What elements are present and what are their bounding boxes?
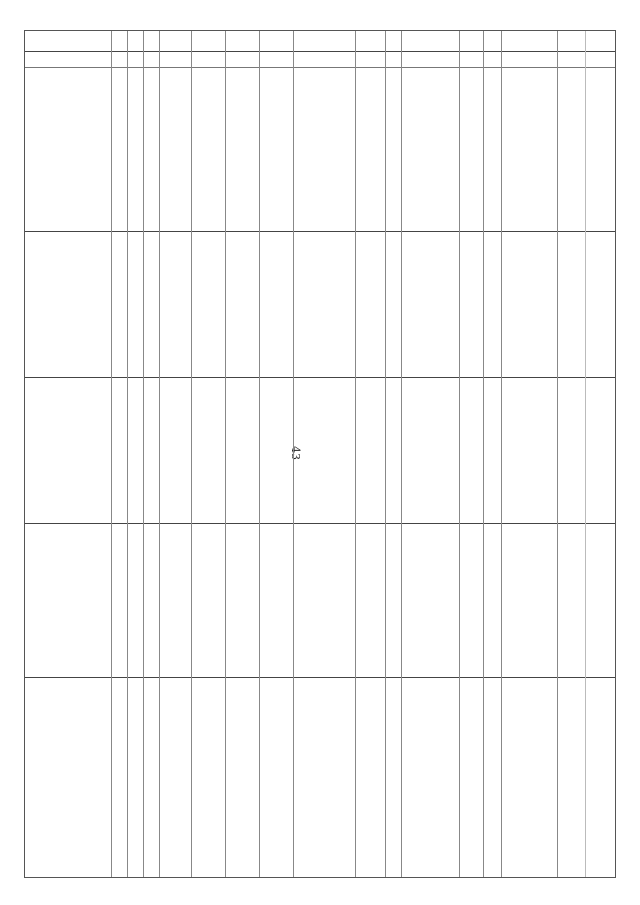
- column-divider: [557, 31, 558, 877]
- column-divider: [355, 31, 356, 877]
- column-divider: [111, 31, 112, 877]
- column-divider: [191, 31, 192, 877]
- header-divider: [25, 51, 615, 52]
- column-divider: [385, 31, 386, 877]
- column-divider: [259, 31, 260, 877]
- column-divider: [459, 31, 460, 877]
- block-divider: [25, 377, 615, 378]
- column-divider: [159, 31, 160, 877]
- block-divider: [25, 231, 615, 232]
- column-divider: [143, 31, 144, 877]
- column-divider: [585, 31, 586, 877]
- column-divider: [483, 31, 484, 877]
- table-sheet: [24, 30, 616, 878]
- column-divider: [127, 31, 128, 877]
- column-divider: [293, 31, 294, 877]
- column-number-divider: [25, 67, 615, 68]
- column-divider: [225, 31, 226, 877]
- column-divider: [501, 31, 502, 877]
- data-table: [24, 30, 616, 878]
- block-divider: [25, 677, 615, 678]
- column-divider: [401, 31, 402, 877]
- page-number: 43: [289, 446, 302, 460]
- block-divider: [25, 523, 615, 524]
